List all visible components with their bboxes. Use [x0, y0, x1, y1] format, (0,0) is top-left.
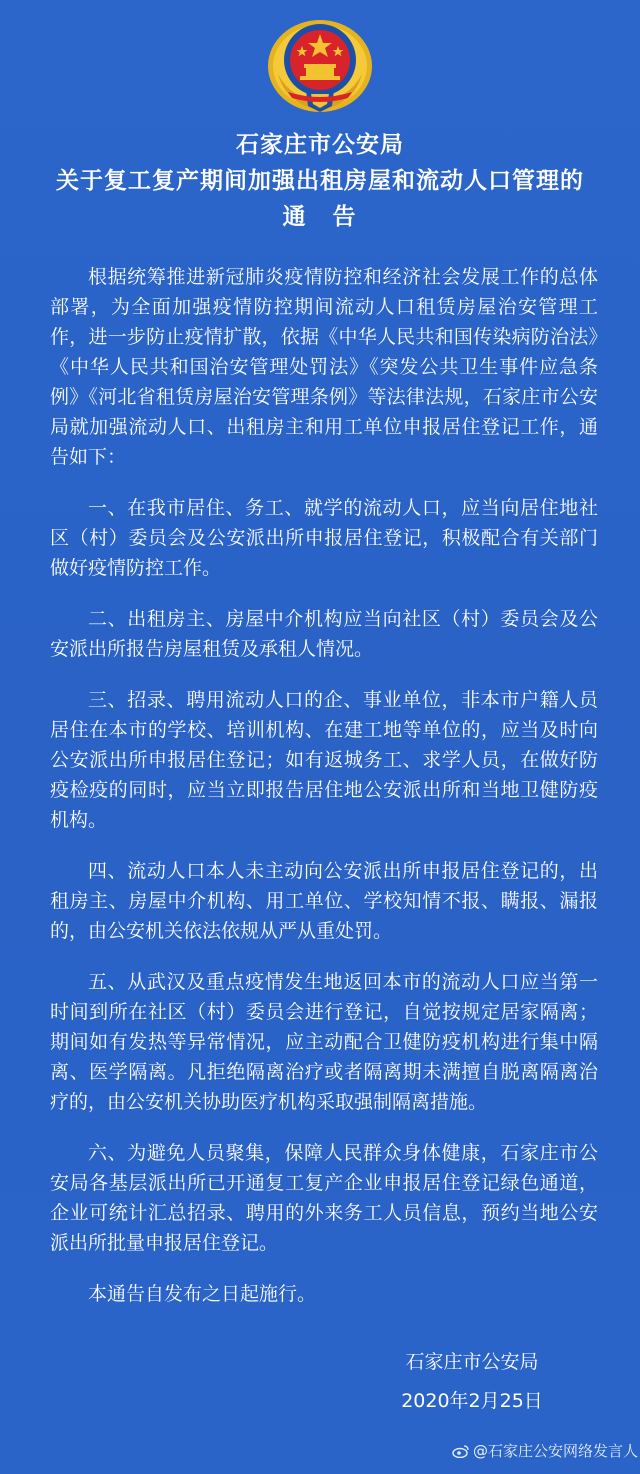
paragraph-item-3: 三、招录、聘用流动人口的企、事业单位，非本市户籍人员居住在本市的学校、培训机构、在建工地等单位的，应当及时向公安派出所申报居住登记；如有返城务工、求学人员，在做好防疫检疫的同时，应当立即报告居住地公安派出所和当地卫健防疫机构。	[50, 689, 598, 831]
title-issuer: 石家庄市公安局	[236, 132, 404, 158]
watermark-text: @石家庄公安网络发言人	[473, 1442, 639, 1460]
weibo-watermark	[452, 1440, 638, 1461]
notice-body	[50, 262, 598, 1330]
paragraph-item-6: 六、为避免人员聚集，保障人民群众身体健康，石家庄市公安局各基层派出所已开通复工复产企业申报居住登记绿色通道，企业可统计汇总招录、聘用的外来务工人员信息，预约当地公安派出所批量申报居住登记。	[50, 1142, 598, 1254]
notice-title	[0, 127, 640, 235]
signature-org: 石家庄市公安局	[405, 1351, 539, 1373]
signature-date: 2020年2月25日	[401, 1390, 543, 1412]
weibo-icon	[452, 1444, 470, 1458]
title-subject: 关于复工复产期间加强出租房屋和流动人口管理的	[56, 168, 584, 194]
paragraph-item-5: 五、从武汉及重点疫情发生地返回本市的流动人口应当第一时间到所在社区（村）委员会进行登记，自觉按规定居家隔离；期间如有发热等异常情况，应主动配合卫健防疫机构进行集中隔离、医学隔离。凡拒绝隔离治疗或者隔离期未满擅自脱离隔离治疗的，由公安机关协助医疗机构采取强制隔离措施。	[50, 971, 598, 1113]
police-emblem-icon	[266, 14, 374, 114]
paragraph-item-1: 一、在我市居住、务工、就学的流动人口，应当向居住地社区（村）委员会及公安派出所申报居住登记，积极配合有关部门做好疫情防控工作。	[50, 497, 598, 579]
paragraph-effective: 本通告自发布之日起施行。	[88, 1283, 317, 1305]
paragraph-item-2: 二、出租房主、房屋中介机构应当向社区（村）委员会及公安派出所报告房屋租赁及承租人情况。	[50, 608, 598, 660]
title-notice: 通 告	[282, 204, 358, 230]
paragraph-intro: 根据统筹推进新冠肺炎疫情防控和经济社会发展工作的总体部署，为全面加强疫情防控期间流动人口租赁房屋治安管理工作，进一步防止疫情扩散，依据《中华人民共和国传染病防治法》《中华人民共和国治安管理处罚法》《突发公共卫生事件应急条例》《河北省租赁房屋治安管理条例》等法律法规，石家庄市公安局就加强流动人口、出租房主和用工单位申报居住登记工作，通告如下：	[50, 266, 598, 468]
paragraph-item-4: 四、流动人口本人未主动向公安派出所申报居住登记的，出租房主、房屋中介机构、用工单位、学校知情不报、瞒报、漏报的，由公安机关依法依规从严从重处罚。	[50, 860, 598, 942]
